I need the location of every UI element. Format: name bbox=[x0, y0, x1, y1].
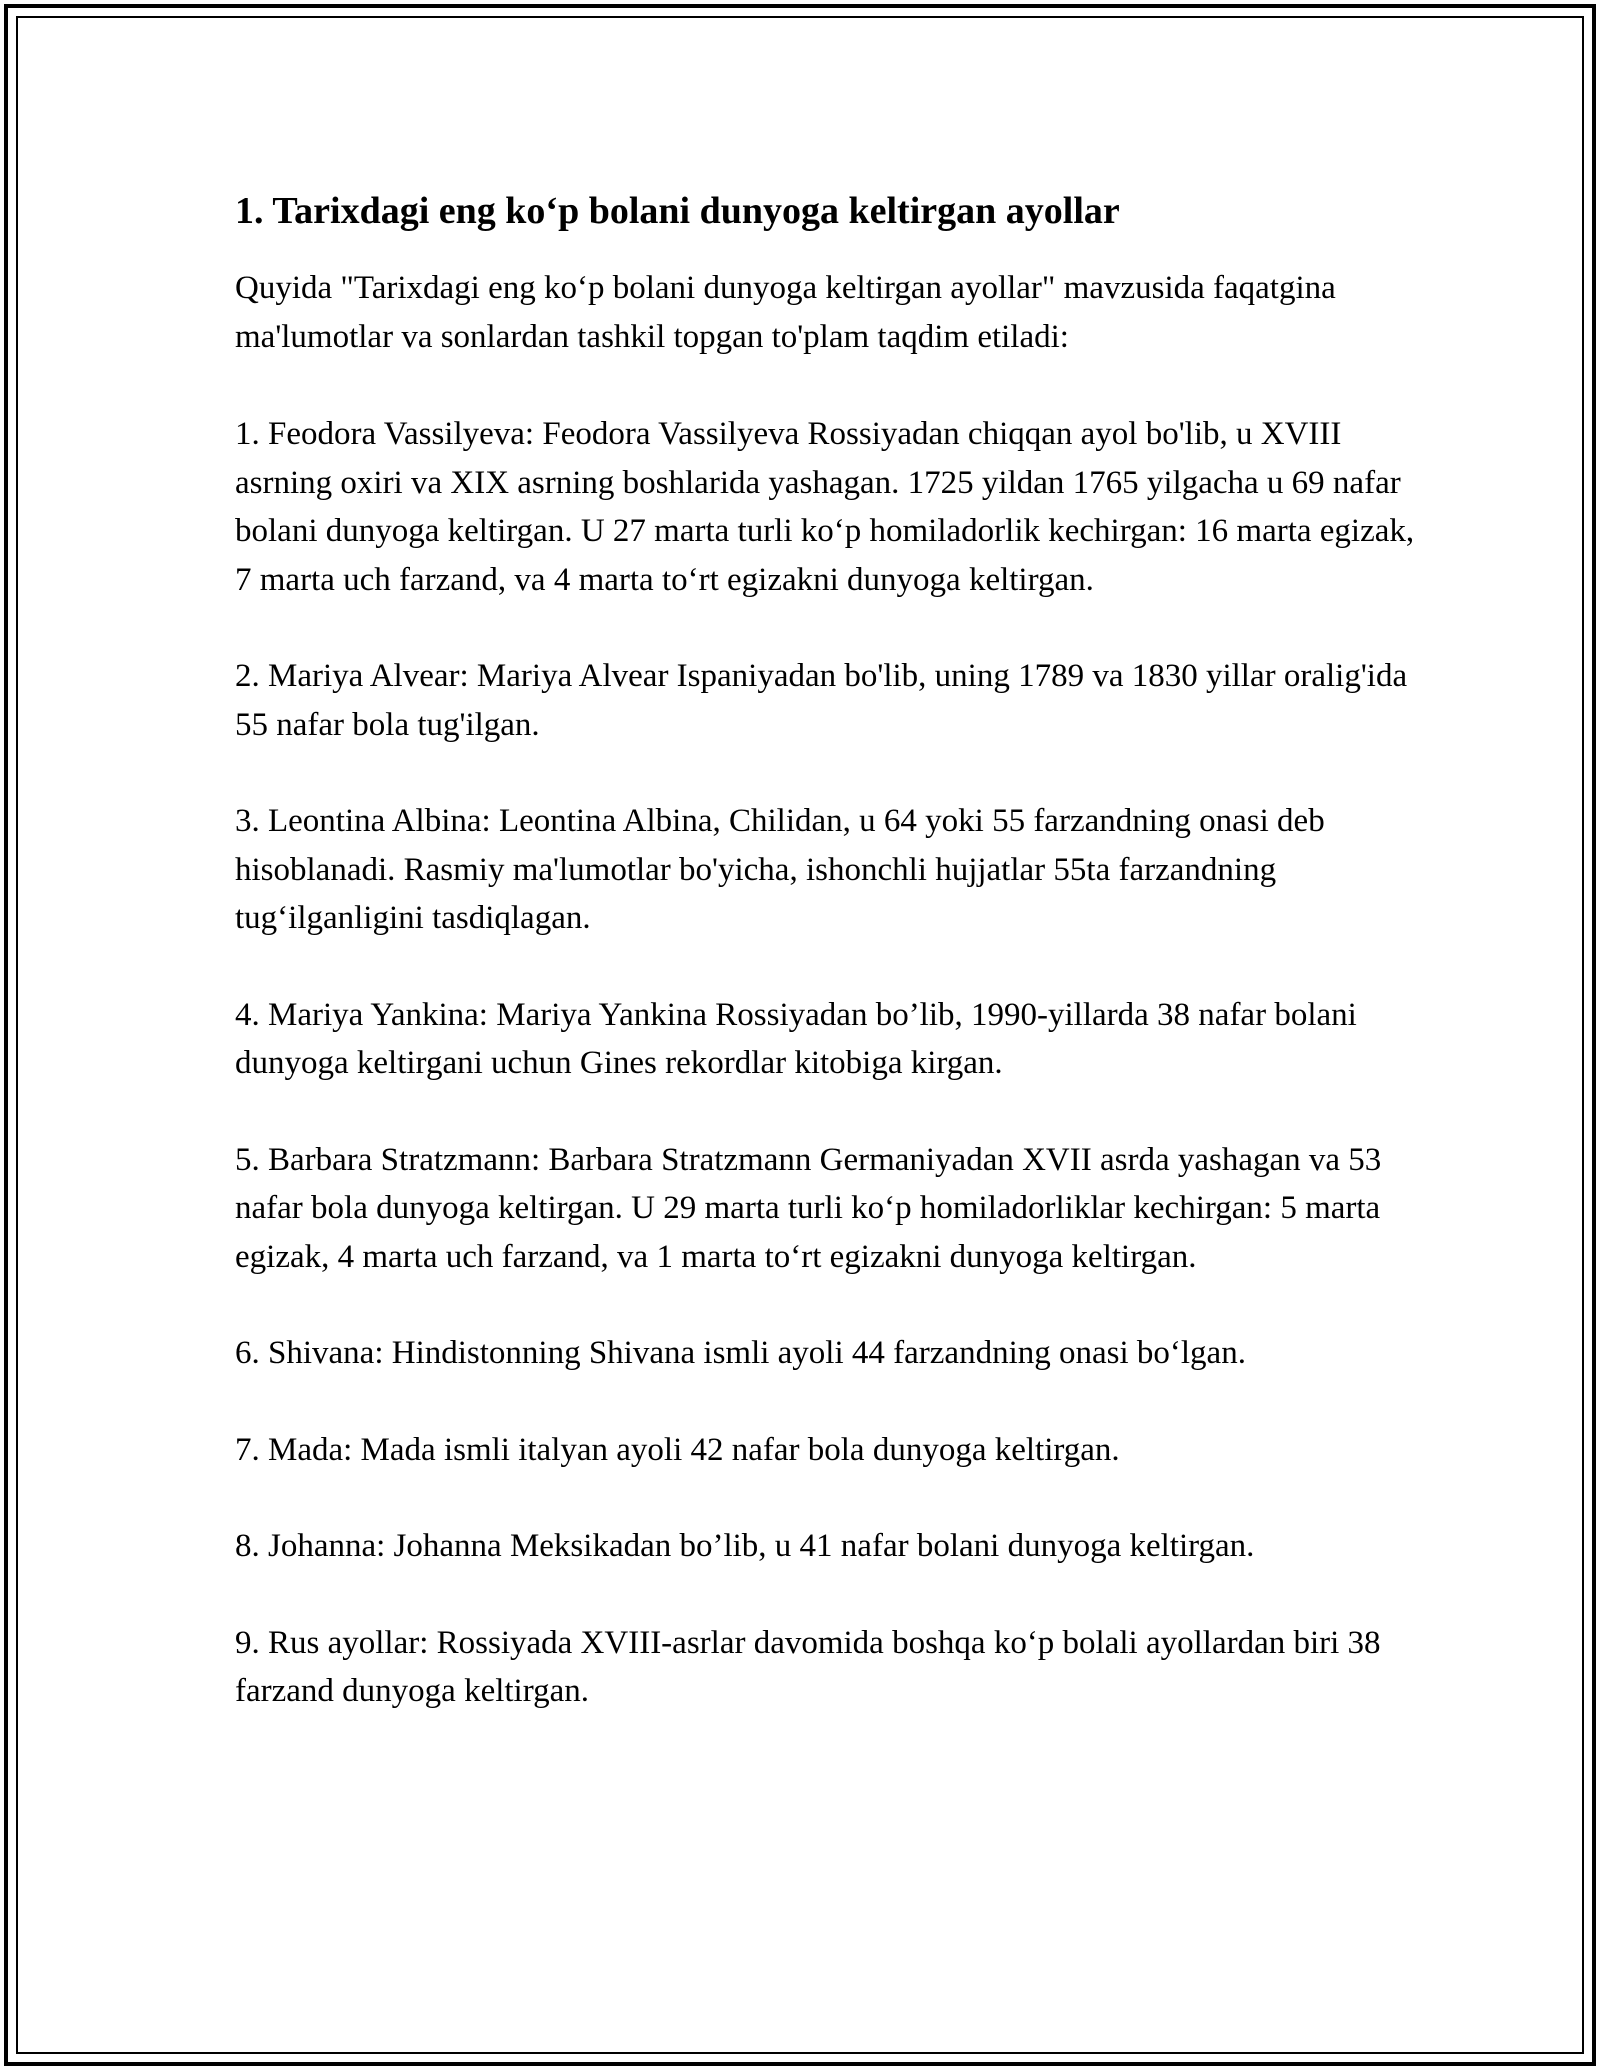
document-page bbox=[235, 186, 1415, 1764]
list-item-barbara-stratzmann: 5. Barbara Stratzmann: Barbara Stratzmann Germaniyadan XVII asrda yashagan va 53 nafar bola dunyoga keltirgan. U 29 marta turli ko‘p homiladorliklar kechirgan: 5 marta egizak, 4 marta uch farzand, va 1 marta to‘rt egizakni dunyoga keltirgan. bbox=[235, 1141, 1382, 1275]
list-item-mariya-alvear: 2. Mariya Alvear: Mariya Alvear Ispaniyadan bo'lib, uning 1789 va 1830 yillar oralig'ida 55 nafar bola tug'ilgan. bbox=[235, 658, 1408, 743]
list-item-johanna: 8. Johanna: Johanna Meksikadan bo’lib, u 41 nafar bolani dunyoga keltirgan. bbox=[235, 1528, 1255, 1564]
list-item-rus-ayollar: 9. Rus ayollar: Rossiyada XVIII-asrlar davomida boshqa ko‘p bolali ayollardan biri 38 farzand dunyoga keltirgan. bbox=[235, 1624, 1381, 1709]
document-title: 1. Tarixdagi eng ko‘p bolani dunyoga keltirgan ayollar bbox=[235, 190, 1120, 232]
intro-paragraph: Quyida "Tarixdagi eng ko‘p bolani dunyoga keltirgan ayollar" mavzusida faqatgina ma'lumotlar va sonlardan tashkil topgan to'plam taqdim etiladi: bbox=[235, 270, 1336, 355]
list-item-mariya-yankina: 4. Mariya Yankina: Mariya Yankina Rossiyadan bo’lib, 1990-yillarda 38 nafar bolani dunyoga keltirgani uchun Gines rekordlar kitobiga kirgan. bbox=[235, 996, 1357, 1081]
list-item-leontina-albina: 3. Leontina Albina: Leontina Albina, Chilidan, u 64 yoki 55 farzandning onasi deb hisoblanadi. Rasmiy ma'lumotlar bo'yicha, ishonchli hujjatlar 55ta farzandning tug‘ilganligini tasdiqlagan. bbox=[235, 803, 1325, 936]
list-item-shivana: 6. Shivana: Hindistonning Shivana ismli ayoli 44 farzandning onasi bo‘lgan. bbox=[235, 1335, 1246, 1371]
list-item-mada: 7. Mada: Mada ismli italyan ayoli 42 nafar bola dunyoga keltirgan. bbox=[235, 1431, 1120, 1468]
list-item-feodora-vassilyeva: 1. Feodora Vassilyeva: Feodora Vassilyeva Rossiyadan chiqqan ayol bo'lib, u XVIII asrning oxiri va XIX asrning boshlarida yashagan. 1725 yildan 1765 yilgacha u 69 nafar bolani dunyoga keltirgan. U 27 marta turli ko‘p homiladorlik kechirgan: 16 marta egizak, 7 marta uch farzand, va 4 marta to‘rt egizakni dunyoga keltirgan. bbox=[235, 416, 1415, 598]
